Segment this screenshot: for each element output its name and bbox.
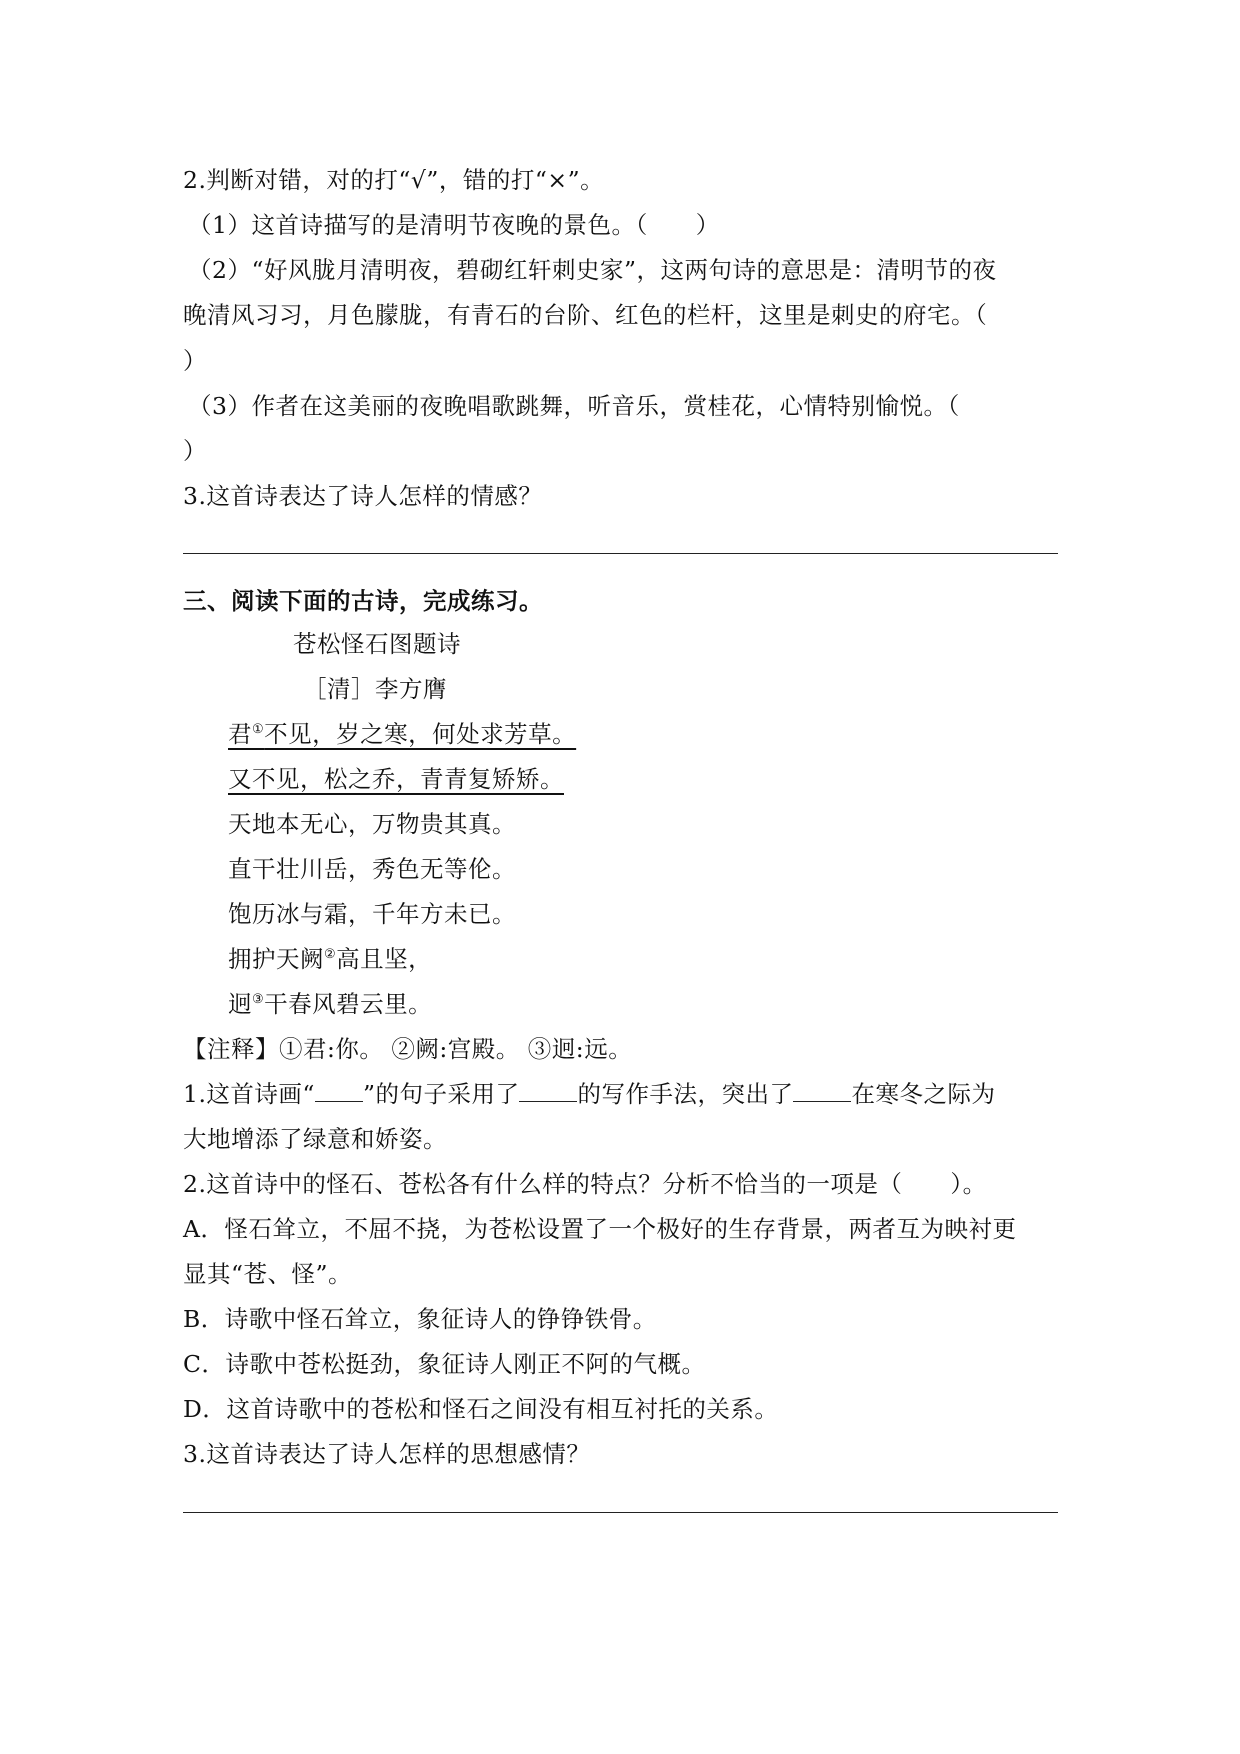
poem-line-2: 又不见，松之乔，青青复矫矫。 — [228, 765, 564, 793]
fill-blank[interactable] — [315, 1079, 363, 1102]
annotations: 【注释】①君:你。 ②阙:宫殿。 ③迥:远。 — [183, 1035, 633, 1063]
poem-question-1-line2: 大地增添了绿意和娇姿。 — [183, 1125, 447, 1153]
judgment-item-2-line1: （2）“好风胧月清明夜，碧砌红轩刺史家”，这两句诗的意思是：清明节的夜 — [188, 256, 997, 284]
poem-title: 苍松怪石图题诗 — [293, 630, 461, 658]
judgment-item-1: （1）这首诗描写的是清明节夜晚的景色。（ ） — [188, 211, 720, 239]
option-b: B．诗歌中怪石耸立，象征诗人的铮铮铁骨。 — [183, 1305, 657, 1333]
answer-line[interactable] — [183, 1512, 1058, 1513]
judgment-item-3-line2: ） — [183, 437, 207, 465]
fill-blank[interactable] — [519, 1079, 577, 1102]
poem-question-2-title: 2.这首诗中的怪石、苍松各有什么样的特点？分析不恰当的一项是（ ）。 — [183, 1170, 987, 1198]
option-a-line1: A．怪石耸立，不屈不挠，为苍松设置了一个极好的生存背景，两者互为映衬更 — [183, 1215, 1017, 1243]
answer-line[interactable] — [183, 553, 1058, 554]
poem-line-7: 迥③干春风碧云里。 — [228, 990, 433, 1018]
poem-question-3-title: 3.这首诗表达了诗人怎样的思想感情？ — [183, 1440, 591, 1468]
poem-line-1: 君①不见，岁之寒，何处求芳草。 — [228, 720, 577, 748]
poem-line-4: 直干壮川岳，秀色无等伦。 — [228, 855, 516, 883]
judgment-item-2-line2: 晚清风习习，月色朦胧，有青石的台阶、红色的栏杆，这里是刺史的府宅。（ — [183, 301, 988, 329]
option-c: C．诗歌中苍松挺劲，象征诗人刚正不阿的气概。 — [183, 1350, 706, 1378]
option-a-line2: 显其“苍、怪”。 — [183, 1260, 353, 1288]
footnote-marker: ① — [252, 722, 265, 737]
fill-blank[interactable] — [793, 1079, 851, 1102]
section-heading: 三、阅读下面的古诗，完成练习。 — [183, 587, 543, 615]
poem-line-6: 拥护天阙②高且坚， — [228, 945, 433, 973]
poem-line-3: 天地本无心，万物贵其真。 — [228, 810, 516, 838]
option-d: D．这首诗歌中的苍松和怪石之间没有相互衬托的关系。 — [183, 1395, 779, 1423]
footnote-marker: ③ — [252, 992, 265, 1007]
question-3-title: 3.这首诗表达了诗人怎样的情感？ — [183, 482, 543, 510]
poem-question-1-line1: 1.这首诗画“ ”的句子采用了 的写作手法，突出了 在寒冬之际为 — [183, 1080, 996, 1108]
judgment-item-2-line3: ） — [183, 347, 207, 375]
footnote-marker: ② — [324, 947, 337, 962]
poem-author: ［清］李方膺 — [303, 675, 447, 703]
judgment-item-3-line1: （3）作者在这美丽的夜晚唱歌跳舞，听音乐，赏桂花，心情特别愉悦。（ — [188, 392, 960, 420]
poem-line-5: 饱历冰与霜，千年方未已。 — [228, 900, 516, 928]
question-2-title: 2.判断对错，对的打“√”，错的打“×”。 — [183, 166, 605, 194]
